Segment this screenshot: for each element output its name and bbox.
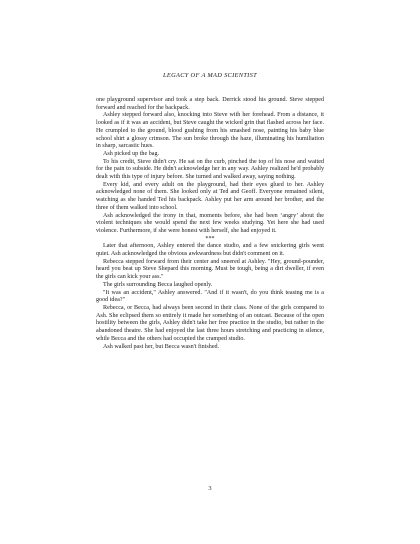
scene-break: ***: [205, 235, 215, 242]
paragraph: Ash picked up the bag.: [103, 150, 160, 157]
paragraph: Ashley stepped forward also, knocking into Steve with her forehead. From a distance, it looked as if it was an accident, but Steve caught the wicked grin that flashed across her face. He crumpled to the ground, blood gushing from his smashed nose, painting his baby blue school shirt a glossy crimson. The sun broke through the haze, illuminating his humiliation in sharp, sarcastic hues.: [96, 112, 324, 150]
body-text: [96, 97, 324, 351]
paragraph: To his credit, Steve didn't cry. He sat on the curb, pinched the top of his nose and waited for the pain to subside. He didn't acknowledge her in any way. Ashley realized he'd probably dealt with this type of injury before. She turned and walked away, saying nothing.: [96, 158, 324, 181]
paragraph: Rebecca, or Becca, had always been second in their class. None of the girls compared to Ash. She eclipsed them so entirely it made her something of an outcast. Because of the open hostility between the girls, Ashley didn't take her free practice in the studio, but rather in the abandoned theatre. She had enjoyed the last three hours stretching and practicing in silence, while Becca and the others had occupied the cramped studio.: [96, 304, 324, 342]
paragraph: Every kid, and every adult on the playground, had their eyes glued to her. Ashley acknowledged none of them. She looked only at Ted and Geoff. Everyone remained silent, watching as she handed Ted his backpack. Ashley put her arm around her brother, and the three of them walked into school.: [96, 181, 324, 211]
paragraph: Ash walked past her, but Becca wasn't finished.: [103, 343, 220, 350]
paragraph: The girls surrounding Becca laughed openly.: [103, 281, 213, 288]
paragraph: Ash acknowledged the irony in that, moments before, she had been ‘angry’ about the violent techniques she would spend the next few weeks studying. Yet here she had used violence. Furthermore, if she were honest with herself, she had enjoyed it.: [96, 212, 324, 234]
paragraph: Later that afternoon, Ashley entered the dance studio, and a few snickering girls went quiet. Ash acknowledged the obvious awkwardness but didn't comment on it.: [96, 243, 324, 258]
paragraph: "It was an accident," Ashley answered. "And if it wasn't, do you think teasing me is a good idea?": [96, 289, 324, 304]
page-number: 3: [208, 485, 212, 492]
paragraph: one playground supervisor and took a step back. Derrick stood his ground. Steve stepped forward and reached for the backpack.: [96, 97, 324, 111]
running-header: LEGACY OF A MAD SCIENTIST: [163, 72, 257, 79]
paragraph: Rebecca stepped forward from their center and sneered at Ashley. "Hey, ground-pounder, heard you beat up Steve Shepard this morning. Must be tough, being a dirt dweller, if even the girls can kick your ass.": [96, 258, 324, 281]
